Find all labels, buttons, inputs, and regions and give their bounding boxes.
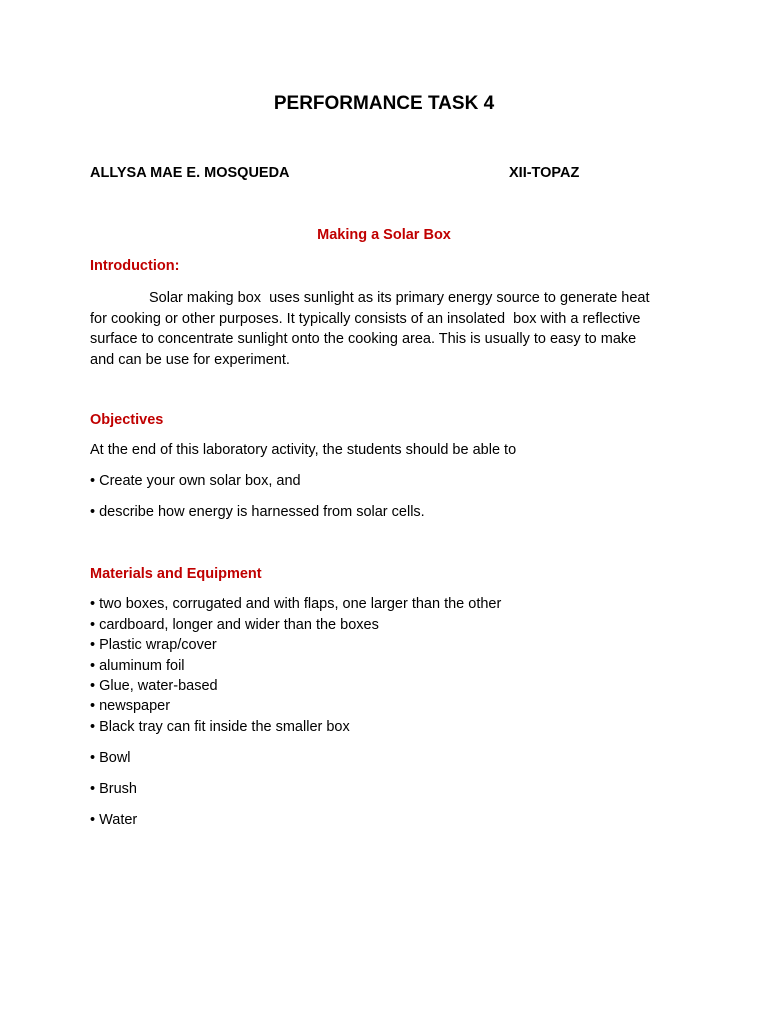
introduction-heading: Introduction: bbox=[90, 258, 180, 274]
objectives-lead: At the end of this laboratory activity, the students should be able to bbox=[90, 442, 517, 458]
objective-item: • Create your own solar box, and bbox=[90, 473, 301, 489]
student-name: ALLYSA MAE E. MOSQUEDA bbox=[90, 165, 290, 181]
material-item: • Bowl bbox=[90, 750, 131, 766]
introduction-line: Solar making box uses sunlight as its primary energy source to generate heat bbox=[149, 290, 650, 306]
objectives-heading: Objectives bbox=[90, 412, 164, 428]
introduction-line: and can be use for experiment. bbox=[90, 351, 290, 368]
material-item: • Water bbox=[90, 812, 138, 828]
material-item: • Glue, water-based bbox=[90, 678, 218, 694]
introduction-line: surface to concentrate sunlight onto the cooking area. This is usually to easy to make bbox=[90, 331, 637, 348]
material-item: • Plastic wrap/cover bbox=[90, 637, 217, 653]
document-subtitle: Making a Solar Box bbox=[317, 227, 451, 243]
material-item: • aluminum foil bbox=[90, 658, 185, 674]
introduction-paragraph bbox=[90, 288, 680, 370]
material-item: • Black tray can fit inside the smaller box bbox=[90, 719, 350, 735]
material-item: • Brush bbox=[90, 781, 137, 797]
material-item: • cardboard, longer and wider than the boxes bbox=[90, 617, 379, 633]
student-section: XII-TOPAZ bbox=[509, 165, 580, 181]
introduction-line: for cooking or other purposes. It typically consists of an insolated box with a reflective bbox=[90, 310, 641, 327]
objective-item: • describe how energy is harnessed from solar cells. bbox=[90, 504, 425, 520]
materials-heading: Materials and Equipment bbox=[90, 566, 262, 582]
material-item: • two boxes, corrugated and with flaps, one larger than the other bbox=[90, 596, 502, 612]
material-item: • newspaper bbox=[90, 698, 171, 714]
document-title: PERFORMANCE TASK 4 bbox=[273, 93, 495, 114]
